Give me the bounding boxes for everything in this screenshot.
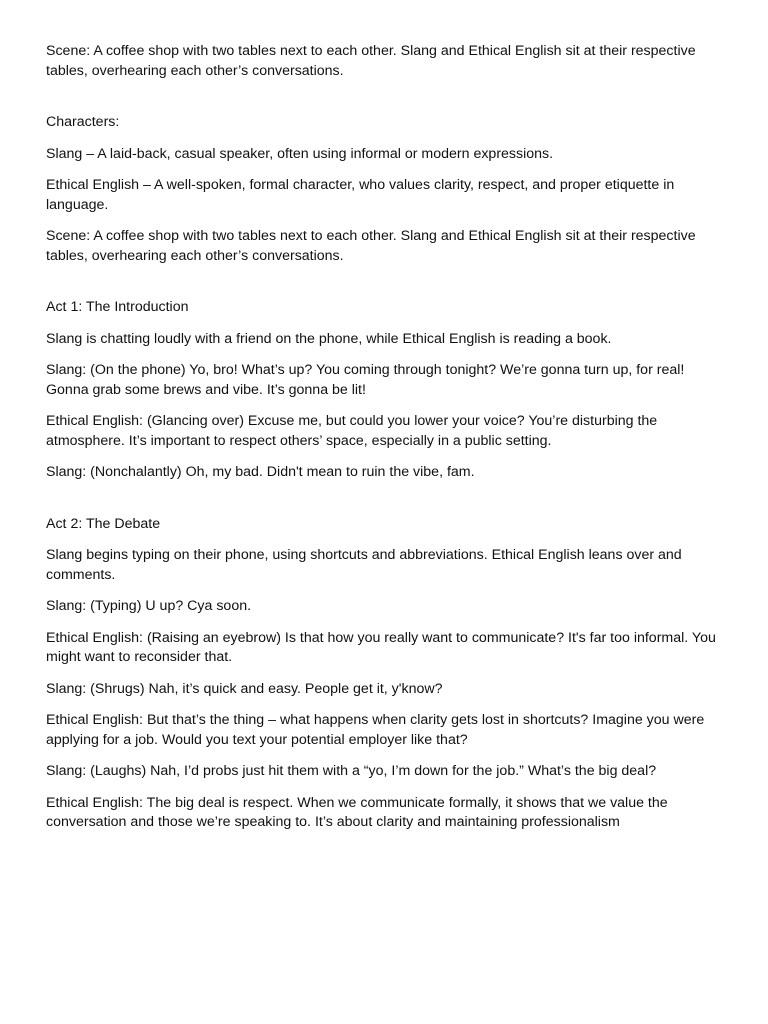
dialogue-line: Slang: (Laughs) Nah, I’d probs just hit them with a “yo, I’m down for the job.” What’s the big deal? bbox=[46, 763, 657, 779]
dialogue-line: Slang: (Nonchalantly) Oh, my bad. Didn't mean to ruin the vibe, fam. bbox=[46, 464, 475, 480]
dialogue-line: Ethical English: (Raising an eyebrow) Is that how you really want to communicate? It's far too informal. You might want to reconsider that. bbox=[46, 629, 716, 665]
act-2-heading: Act 2: The Debate bbox=[46, 515, 161, 532]
act-2-stage-direction: Slang begins typing on their phone, using shortcuts and abbreviations. Ethical English leans over and comments. bbox=[46, 547, 682, 583]
characters-heading: Characters: bbox=[46, 114, 120, 130]
dialogue-line: Slang: (Shrugs) Nah, it’s quick and easy. People get it, y'know? bbox=[46, 680, 443, 697]
character-ethical-english: Ethical English – A well-spoken, formal character, who values clarity, respect, and proper etiquette in language. bbox=[46, 177, 675, 213]
dialogue-line: Ethical English: (Glancing over) Excuse me, but could you lower your voice? You’re disturbing the atmosphere. It’s important to respect others’ space, especially in a public setting. bbox=[46, 413, 658, 449]
scene-description: Scene: A coffee shop with two tables next to each other. Slang and Ethical English sit at their respective tables, overhearing each other’s conversations. bbox=[46, 43, 696, 79]
dialogue-line: Ethical English: The big deal is respect. When we communicate formally, it shows that we value the conversation and those we’re speaking to. It’s about clarity and maintaining professionalism bbox=[46, 794, 668, 830]
act-1-heading: Act 1: The Introduction bbox=[46, 299, 189, 315]
character-slang: Slang – A laid-back, casual speaker, often using informal or modern expressions. bbox=[46, 145, 554, 162]
dialogue-line: Slang: (Typing) U up? Cya soon. bbox=[46, 598, 252, 614]
dialogue-line: Slang: (On the phone) Yo, bro! What’s up? You coming through tonight? We’re gonna turn up, for real! Gonna grab some brews and vibe. It’s gonna be lit! bbox=[46, 362, 685, 398]
dialogue-line: Ethical English: But that’s the thing – what happens when clarity gets lost in shortcuts? Imagine you were applying for a job. Would you text your potential employer like that? bbox=[46, 712, 705, 748]
scene-description-repeat: Scene: A coffee shop with two tables next to each other. Slang and Ethical English sit at their respective tables, overhearing each other’s conversations. bbox=[46, 228, 696, 264]
document-page bbox=[46, 42, 726, 845]
act-1-stage-direction: Slang is chatting loudly with a friend on the phone, while Ethical English is reading a book. bbox=[46, 330, 612, 347]
